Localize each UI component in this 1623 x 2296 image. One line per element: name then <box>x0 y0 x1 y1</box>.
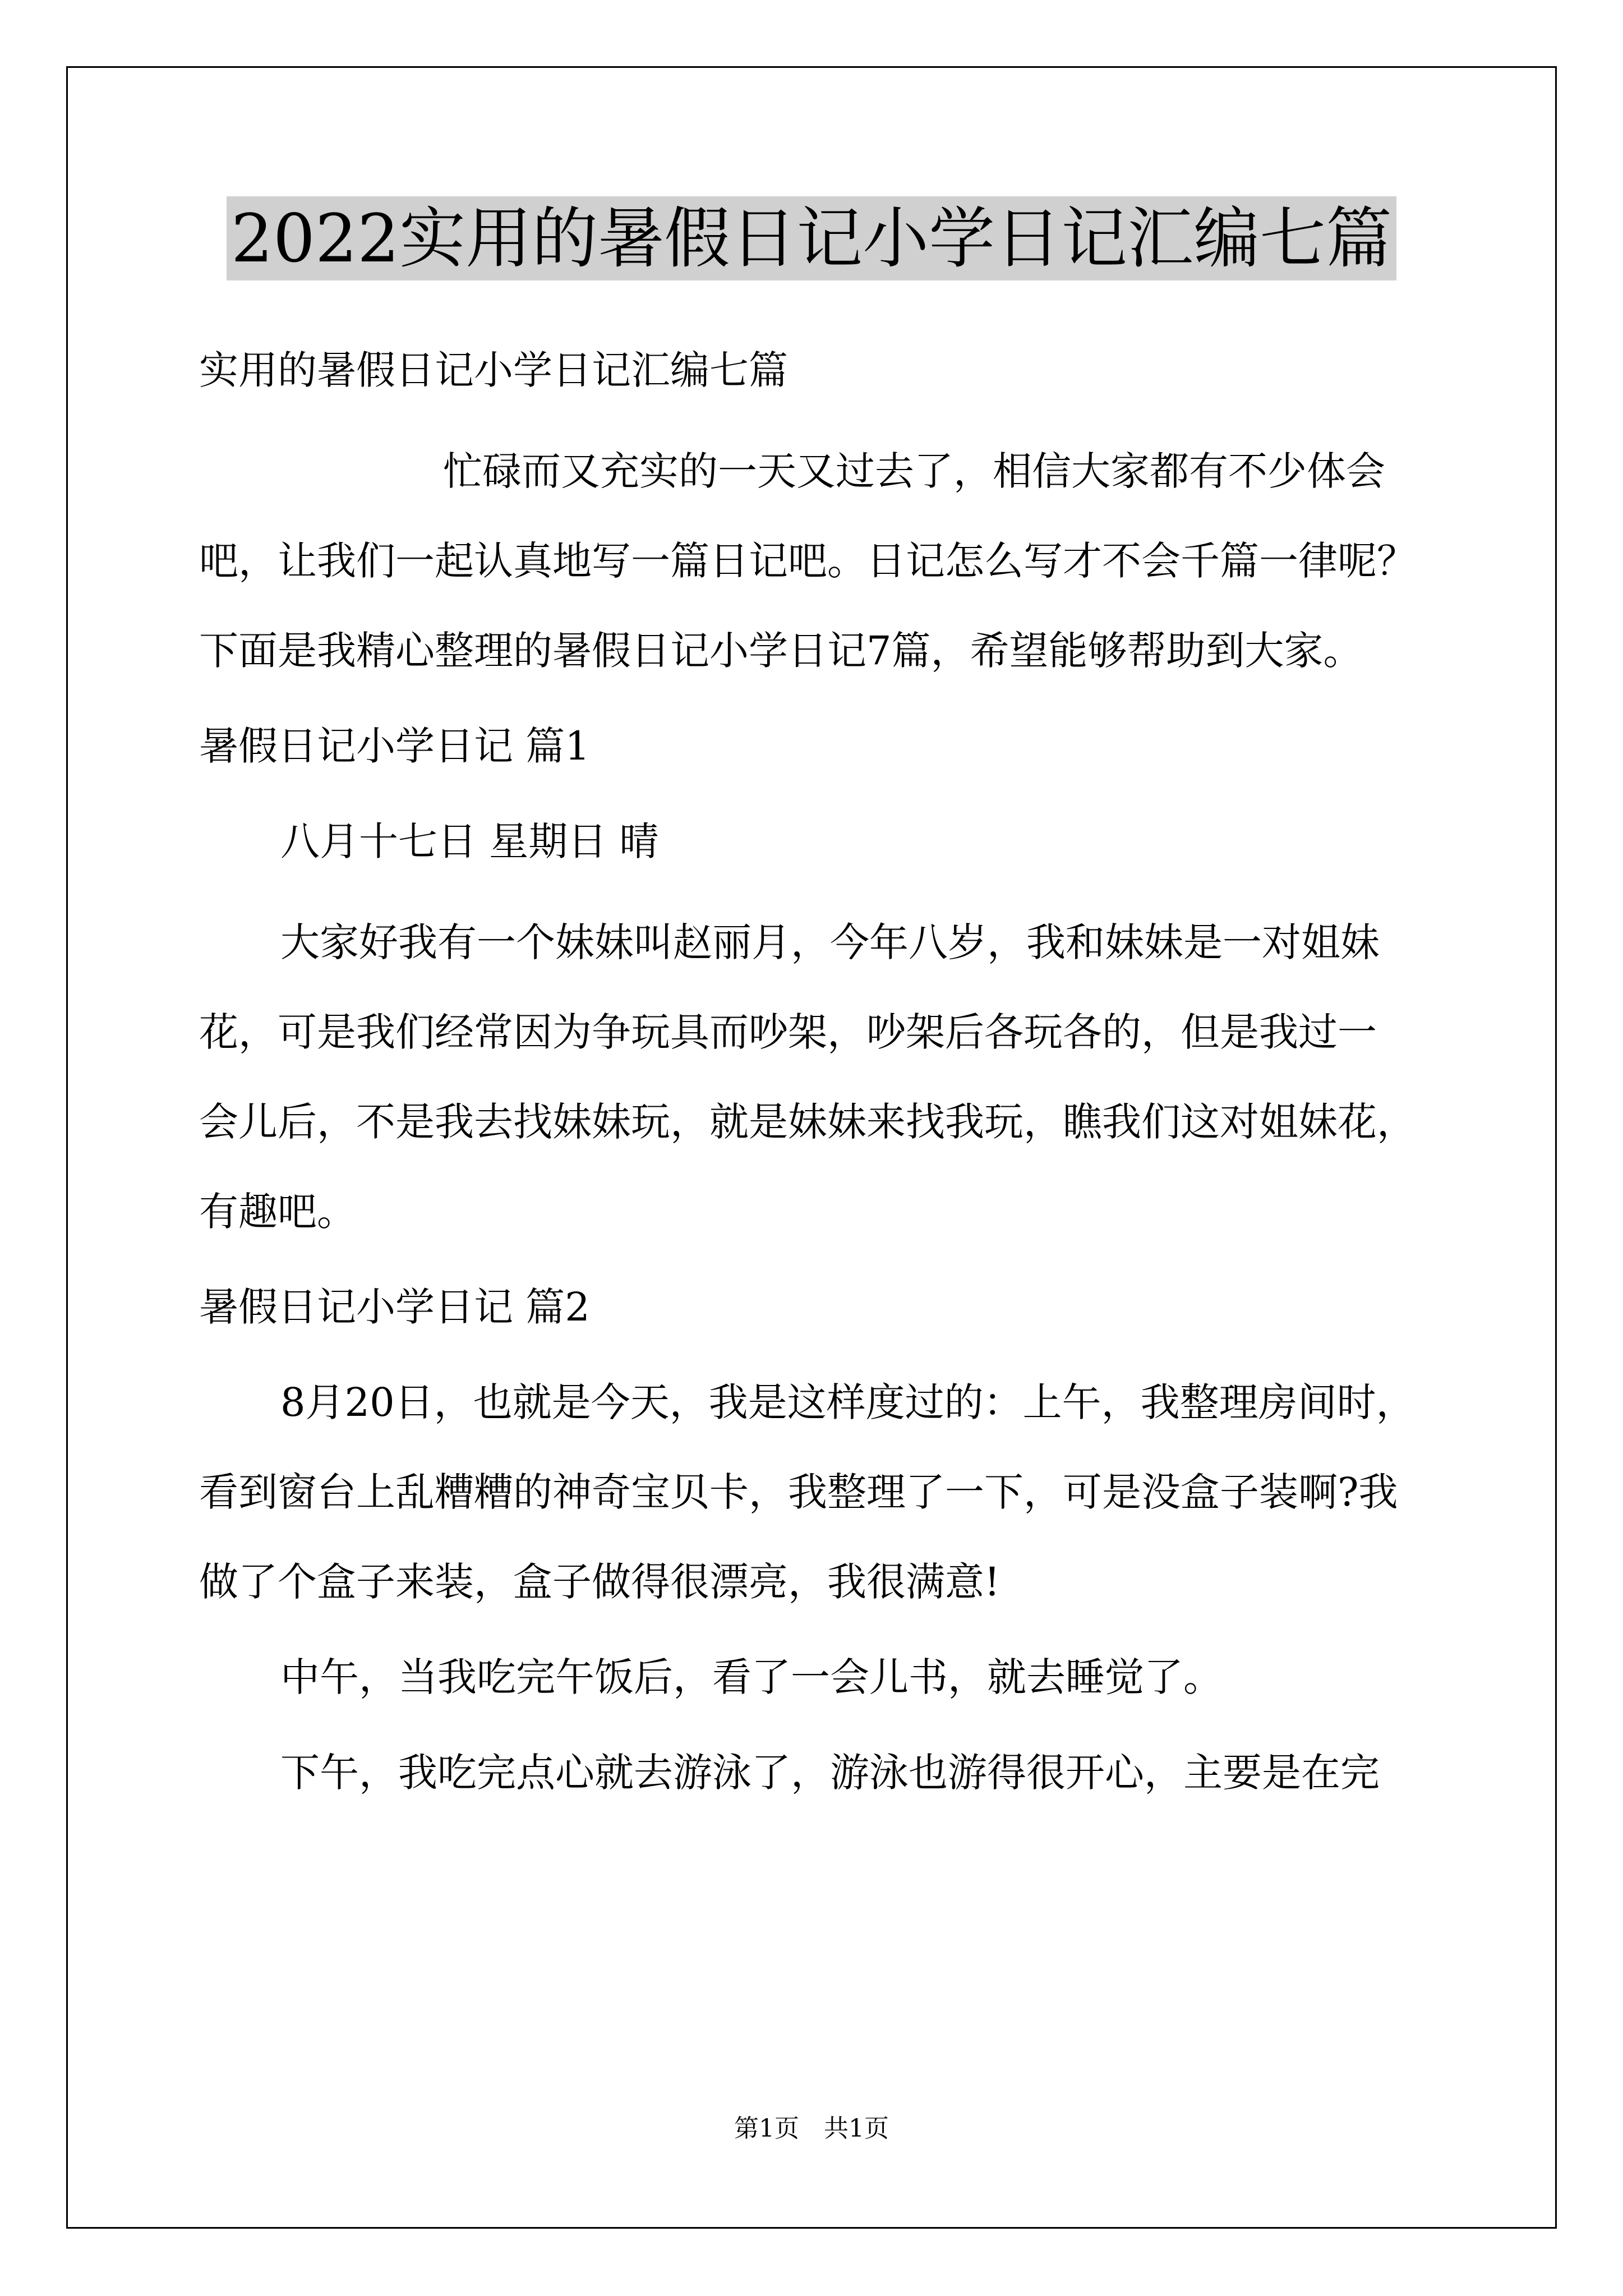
paragraph-line: 吧，让我们一起认真地写一篇日记吧。日记怎么写才不会千篇一律呢？ <box>199 538 1416 584</box>
section-heading: 暑假日记小学日记 篇1 <box>199 723 590 769</box>
paragraph-line: 看到窗台上乱糟糟的神奇宝贝卡，我整理了一下，可是没盒子装啊?我 <box>199 1469 1398 1515</box>
section-heading: 暑假日记小学日记 篇2 <box>199 1284 590 1330</box>
paragraph-line: 有趣吧。 <box>199 1189 356 1235</box>
paragraph-line: 中午，当我吃完午饭后，看了一会儿书，就去睡觉了。 <box>280 1654 1223 1700</box>
paragraph-line: 做了个盒子来装，盒子做得很漂亮，我很满意! <box>199 1559 1000 1605</box>
paragraph-line: 大家好我有一个妹妹叫赵丽月，今年八岁，我和妹妹是一对姐妹 <box>280 919 1380 965</box>
paragraph-line: 下面是我精心整理的暑假日记小学日记7篇，希望能够帮助到大家。 <box>199 628 1363 674</box>
page-footer: 第1页 共1页 <box>734 2114 889 2143</box>
paragraph-line: 8月20日，也就是今天，我是这样度过的：上午，我整理房间时， <box>280 1379 1415 1425</box>
paragraph-line: 花，可是我们经常因为争玩具而吵架，吵架后各玩各的，但是我过一 <box>199 1009 1377 1055</box>
date-line: 八月十七日 星期日 晴 <box>280 818 659 864</box>
subtitle-line: 实用的暑假日记小学日记汇编七篇 <box>199 347 788 393</box>
paragraph-line: 会儿后，不是我去找妹妹玩，就是妹妹来找我玩，瞧我们这对姐妹花， <box>199 1099 1416 1145</box>
paragraph-line: 忙碌而又充实的一天又过去了，相信大家都有不少体会 <box>443 448 1385 494</box>
title-container <box>0 196 1623 280</box>
document-title: 2022实用的暑假日记小学日记汇编七篇 <box>227 196 1396 280</box>
paragraph-line: 下午，我吃完点心就去游泳了，游泳也游得很开心，主要是在完 <box>280 1750 1380 1796</box>
